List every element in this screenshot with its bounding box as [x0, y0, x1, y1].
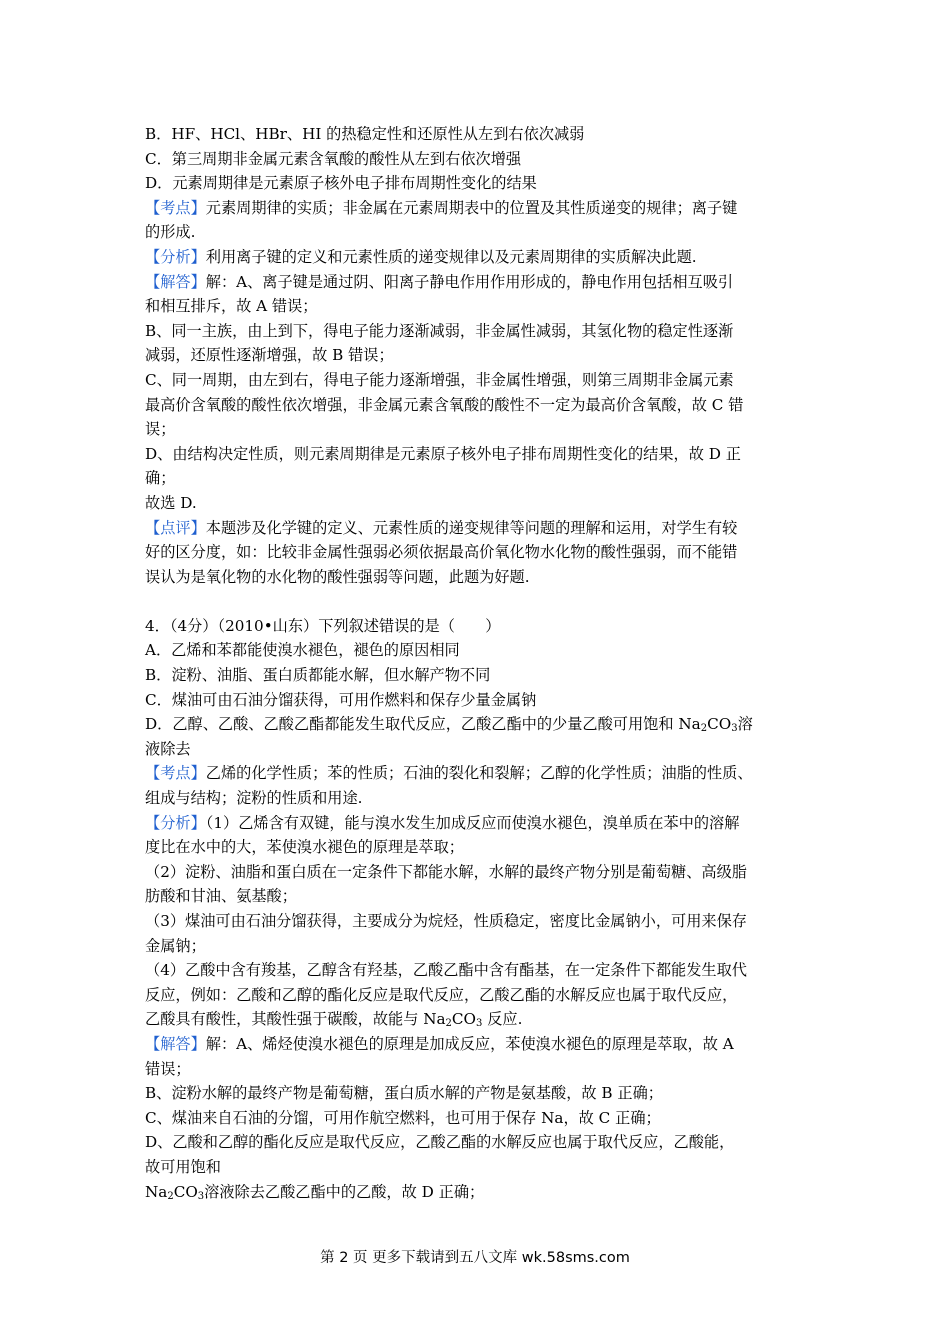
document-body: [145, 122, 813, 1204]
section-gap: [145, 589, 813, 614]
jieda-tag: 【解答】: [145, 1034, 206, 1053]
q4-jieda-line: C、煤油来自石油的分馏，可用作航空燃料，也可用于保存 Na，故 C 正确；: [145, 1108, 661, 1127]
q4-jieda-line: D、乙酸和乙醇的酯化反应是取代反应，乙酸乙酯的水解反应也属于取代反应，乙酸能，: [145, 1133, 735, 1152]
q4-option-d-cont: 液除去: [145, 739, 191, 758]
fenxi-tail: 反应.: [482, 1010, 523, 1029]
q3-option-d: D．元素周期律是元素原子核外电子排布周期性变化的结果: [145, 174, 537, 193]
q3-jieda: [145, 270, 813, 295]
subscript: 3: [731, 723, 738, 735]
subscript: 3: [476, 1018, 483, 1030]
q3-jieda-line: 最高价含氧酸的酸性依次增强，非金属元素含氧酸的酸性不一定为最高价含氧酸，故 C 错: [145, 395, 744, 414]
kaodian-text: 元素周期律的实质；非金属在元素周期表中的位置及其性质递变的规律；离子键: [205, 198, 738, 217]
jieda-formula: CO: [173, 1182, 198, 1201]
jieda-text: 解：A、离子键是通过阴、阳离子静电作用作用形成的，静电作用包括相互吸引: [205, 272, 734, 291]
jieda-tag: 【解答】: [145, 272, 206, 291]
q3-jieda-line: C、同一周期，由左到右，得电子能力逐渐增强，非金属性增强，则第三周期非金属元素: [145, 370, 734, 389]
dianping-text: 本题涉及化学键的定义、元素性质的递变规律等问题的理解和运用，对学生有较: [205, 518, 738, 537]
q4-fenxi-line: 反应，例如：乙酸和乙醇的酯化反应是取代反应，乙酸乙酯的水解反应也属于取代反应，: [145, 985, 738, 1004]
q4-kaodian: [145, 761, 813, 786]
q4-kaodian-cont: 组成与结构；淀粉的性质和用途.: [145, 789, 363, 808]
q4-stem: 4．（4分）（2010•山东）下列叙述错误的是（ ）: [145, 616, 501, 635]
q3-kaodian-cont: 的形成.: [145, 223, 196, 242]
fenxi-tag: 【分析】: [145, 247, 206, 266]
jieda-formula: Na: [145, 1182, 168, 1201]
q4-fenxi-line: [145, 1007, 813, 1032]
subscript: 3: [197, 1190, 205, 1202]
q4-option-d-tail: 溶: [737, 715, 753, 734]
q3-dianping-line: 误认为是氧化物的水化物的酸性强弱等问题，此题为好题.: [145, 567, 530, 586]
fenxi-text: （1）乙烯含有双键，能与溴水发生加成反应而使溴水褪色，溴单质在苯中的溶解: [205, 813, 740, 832]
q3-jieda-line: 和相互排斥，故 A 错误；: [145, 297, 318, 316]
q4-jieda-line: B、淀粉水解的最终产物是葡萄糖，蛋白质水解的产物是氨基酸，故 B 正确；: [145, 1084, 663, 1103]
q4-fenxi-line: （4）乙酸中含有羧基，乙醇含有羟基，乙酸乙酯中含有酯基，在一定条件下都能发生取代: [145, 961, 747, 980]
q3-option-b: B．HF、HCl、HBr、HI 的热稳定性和还原性从左到右依次减弱: [145, 125, 585, 143]
q4-fenxi-line: 肪酸和甘油、氨基酸；: [145, 887, 297, 906]
q4-fenxi-line: 度比在水中的大，苯使溴水褪色的原理是萃取；: [145, 838, 464, 857]
q4-fenxi-line: （2）淀粉、油脂和蛋白质在一定条件下都能水解，水解的最终产物分别是葡萄糖、高级脂: [145, 862, 747, 881]
q4-option-d-formula: CO: [707, 715, 732, 734]
subscript: 2: [700, 723, 708, 735]
q3-jieda-line: D、由结构决定性质，则元素周期律是元素原子核外电子排布周期性变化的结果，故 D 正: [145, 444, 741, 463]
q3-answer: 故选 D.: [145, 493, 197, 512]
q4-option-d-text: D．乙醇、乙酸、乙酸乙酯都能发生取代反应，乙酸乙酯中的少量乙酸可用饱和 Na: [145, 715, 701, 734]
jieda-text: 溶液除去乙酸乙酯中的乙酸，故 D 正确；: [204, 1182, 485, 1201]
q3-dianping-line: 好的区分度，如：比较非金属性强弱必须依据最高价氧化物水化物的酸性强弱，而不能错: [145, 543, 738, 562]
q4-fenxi-line: 金属钠；: [145, 936, 206, 955]
q3-jieda-line: 确；: [145, 469, 176, 488]
q3-option-c: C．第三周期非金属元素含氧酸的酸性从左到右依次增强: [145, 149, 522, 168]
q3-dianping: [145, 516, 813, 541]
q4-fenxi-line: （3）煤油可由石油分馏获得，主要成分为烷烃，性质稳定，密度比金属钠小，可用来保存: [145, 912, 747, 930]
q4-option-d: [145, 712, 813, 737]
fenxi-text: 利用离子键的定义和元素性质的递变规律以及元素周期律的实质解决此题.: [205, 247, 697, 266]
kaodian-tag: 【考点】: [145, 198, 206, 217]
q3-jieda-line: 误；: [145, 420, 176, 439]
dianping-tag: 【点评】: [145, 518, 206, 537]
q4-option-c: C．煤油可由石油分馏获得，可用作燃料和保存少量金属钠: [145, 690, 537, 709]
q3-jieda-line: 减弱，还原性逐渐增强，故 B 错误；: [145, 346, 394, 365]
q4-option-a: A．乙烯和苯都能使溴水褪色，褪色的原因相同: [145, 641, 460, 660]
q3-jieda-line: B、同一主族，由上到下，得电子能力逐渐减弱，非金属性减弱，其氢化物的稳定性逐渐: [145, 321, 734, 340]
q3-fenxi: [145, 245, 813, 270]
kaodian-tag: 【考点】: [145, 764, 206, 783]
subscript: 2: [167, 1190, 174, 1202]
page-footer: 第 2 页 更多下载请到五八文库 wk.58sms.com: [320, 1250, 630, 1266]
q4-jieda-line: 错误；: [145, 1059, 191, 1078]
q4-jieda-line: 故可用饱和: [145, 1157, 221, 1176]
kaodian-text: 乙烯的化学性质；苯的性质；石油的裂化和裂解；乙醇的化学性质；油脂的性质、: [205, 764, 753, 783]
subscript: 2: [445, 1018, 452, 1030]
q4-jieda-line: [145, 1180, 813, 1205]
fenxi-text: 乙酸具有酸性，其酸性强于碳酸，故能与 Na: [145, 1010, 446, 1029]
fenxi-formula: CO: [451, 1010, 476, 1029]
fenxi-tag: 【分析】: [145, 813, 206, 832]
q4-jieda: [145, 1032, 813, 1057]
q4-option-b: B．淀粉、油脂、蛋白质都能水解，但水解产物不同: [145, 666, 491, 685]
q4-fenxi: [145, 811, 813, 836]
jieda-text: 解：A、烯烃使溴水褪色的原理是加成反应，苯使溴水褪色的原理是萃取，故 A: [205, 1034, 734, 1053]
q3-kaodian: [145, 196, 813, 221]
